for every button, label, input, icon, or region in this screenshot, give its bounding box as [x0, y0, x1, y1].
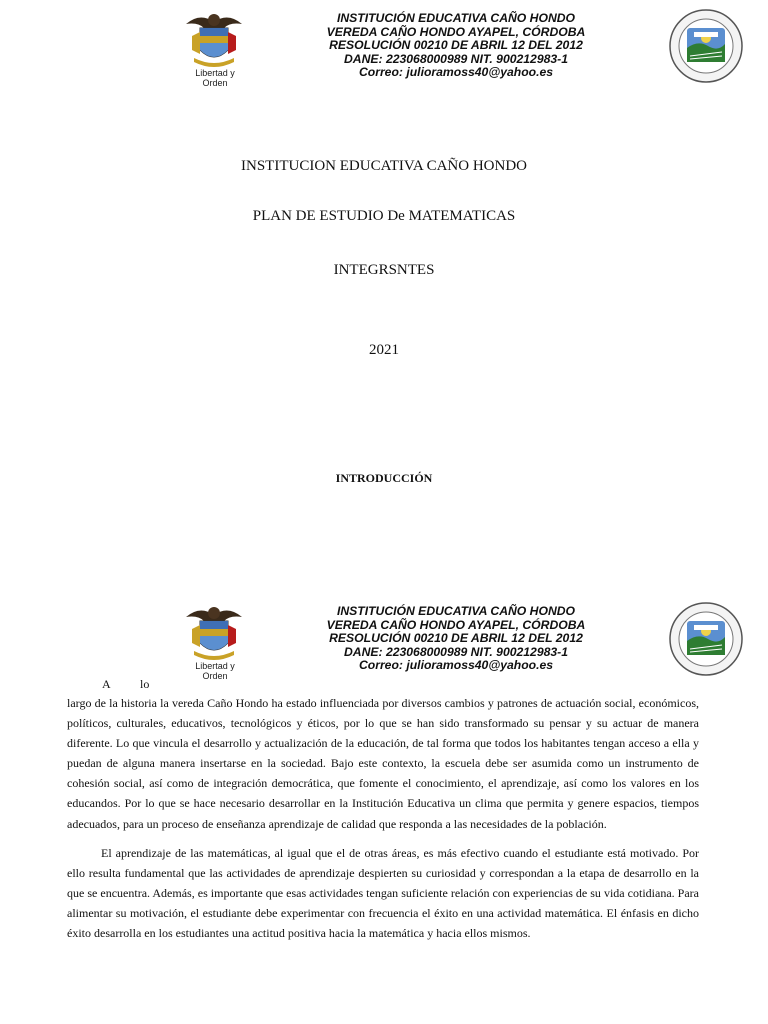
lead-word-a: A [102, 677, 111, 691]
letterhead-line: INSTITUCIÓN EDUCATIVA CAÑO HONDO [336, 604, 576, 618]
members-title: INTEGRSNTES [333, 262, 435, 278]
crest-caption: Libertad y Orden [195, 68, 235, 88]
school-seal-icon [668, 601, 744, 677]
year-label: 2021 [369, 342, 399, 358]
letterhead-text [306, 12, 606, 80]
letterhead-line: RESOLUCIÓN 00210 DE ABRIL 12 DEL 2012 [329, 38, 583, 53]
intro-paragraph-1: largo de la historia la vereda Caño Hondo ha estado influenciada por diversos cambios y patrones de actuación social, económicos, políticos, culturales, educativos, tecnológicos y éticos, por lo que se han sido transformado su pensar y su actuar de manera diferente. Lo que vincula el desarrollo y actualización de la educación, de tal forma que todos los habitantes tengan acceso a ella y puedan de alguna manera insertarse en la sociedad. Bajo este contexto, la escuela debe ser asumida como un instrumento de cohesión social, así como de integración democrática, que fomente el conocimiento, el aprendizaje, así como los valores en los educandos. Por lo que se hace necesario desarrollar en la Institución Educativa un clima que permita y genere espacios, tiempos adecuados, para un proceso de enseñanza aprendizaje de calidad que responda a las necesidades de la población. [67, 696, 699, 831]
letterhead [0, 601, 768, 681]
letterhead-text [306, 605, 606, 673]
introduction-heading: INTRODUCCIÓN [335, 471, 433, 485]
letterhead-line: Correo: julioramoss40@yahoo.es [358, 658, 554, 673]
paragraph-lead [102, 677, 150, 692]
letterhead-line: VEREDA CAÑO HONDO AYAPEL, CÓRDOBA [326, 617, 586, 632]
lead-word-lo: lo [140, 677, 150, 691]
school-seal-icon [668, 8, 744, 84]
letterhead-line: RESOLUCIÓN 00210 DE ABRIL 12 DEL 2012 [329, 631, 583, 646]
letterhead-line: INSTITUCIÓN EDUCATIVA CAÑO HONDO [336, 11, 576, 25]
crest-caption: Libertad y Orden [195, 661, 235, 681]
letterhead-line: DANE: 223068000989 NIT. 900212983-1 [343, 644, 569, 659]
letterhead-line: Correo: julioramoss40@yahoo.es [358, 65, 554, 80]
intro-paragraph-2: El aprendizaje de las matemáticas, al igual que el de otras áreas, es más efectivo cuando el estudiante está motivado. Por ello resulta fundamental que las actividades de aprendizaje despierten su curiosidad y correspondan a la etapa de desarrollo en la que se encuentra. Además, es importante que esas actividades tengan suficiente relación con experiencias de su vida cotidiana. Para alimentar su motivación, el estudiante debe experimentar con frecuencia el éxito en una actividad matemática. El énfasis en dicho éxito desarrolla en los estudiantes una actitud positiva hacia la matemática y hacia ellos mismos. [67, 846, 699, 941]
letterhead-line: VEREDA CAÑO HONDO AYAPEL, CÓRDOBA [326, 24, 586, 39]
plan-title: PLAN DE ESTUDIO De MATEMATICAS [252, 208, 516, 224]
letterhead-line: DANE: 223068000989 NIT. 900212983-1 [343, 51, 569, 66]
institution-title: INSTITUCION EDUCATIVA CAÑO HONDO [241, 158, 527, 174]
letterhead [0, 8, 768, 88]
